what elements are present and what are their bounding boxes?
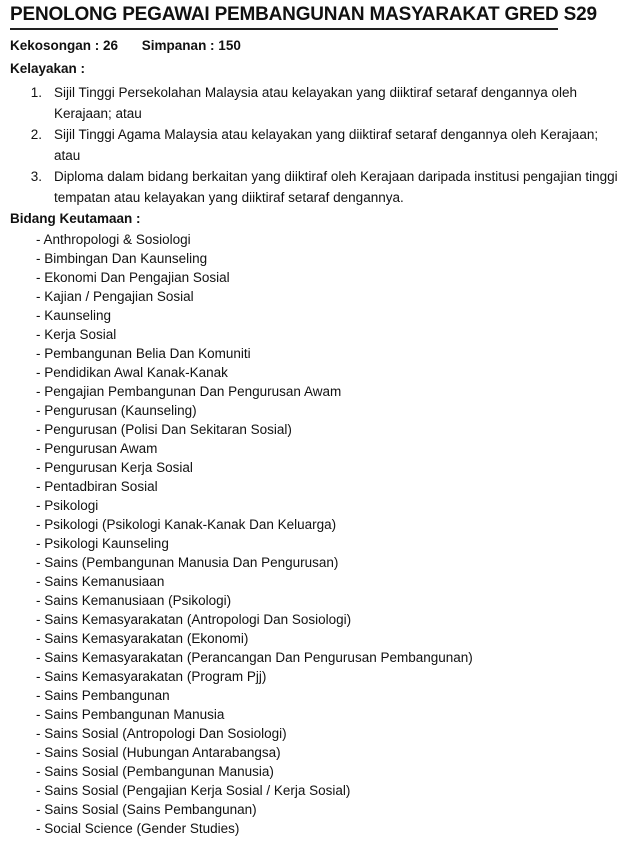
priority-area-item: - Pengurusan Awam [36,441,158,456]
priority-area-item: - Sains Sosial (Hubungan Antarabangsa) [36,745,281,760]
qualification-number: 3. [30,169,42,184]
priority-area-item: - Sains Pembangunan Manusia [36,707,225,722]
priority-area-item: - Psikologi [36,498,99,513]
priority-area-item: - Ekonomi Dan Pengajian Sosial [36,270,230,285]
priority-area-item: - Psikologi (Psikologi Kanak-Kanak Dan Keluarga) [36,517,337,532]
priority-area-item: - Sains Pembangunan [36,688,170,703]
priority-area-item: - Sains Kemanusiaan (Psikologi) [36,593,232,608]
priority-area-item: - Pengurusan (Polisi Dan Sekitaran Sosial) [36,422,292,437]
qualification-number: 1. [30,85,42,100]
priority-area-item: - Sains Kemasyarakatan (Antropologi Dan Sosiologi) [36,612,352,627]
priority-area-item: - Pengurusan Kerja Sosial [36,460,193,475]
priority-area-item: - Social Science (Gender Studies) [36,821,240,836]
qualification-item [10,124,625,166]
priority-area-item: - Kajian / Pengajian Sosial [36,289,194,304]
qualification-text: Sijil Tinggi Agama Malaysia atau kelayakan yang diiktiraf setaraf dengannya oleh Kerajaan; atau [54,127,599,163]
priority-area-item: - Sains Sosial (Sains Pembangunan) [36,802,257,817]
qualifications-heading: Kelayakan : [10,61,86,76]
priority-area-item: - Kaunseling [36,308,112,323]
qualifications-list [10,82,625,208]
priority-area-item: - Sains Kemasyarakatan (Program Pjj) [36,669,267,684]
vacancy-stats [10,38,241,53]
priority-area-item: - Sains Kemasyarakatan (Ekonomi) [36,631,249,646]
vacancies-count: Kekosongan : 26 [10,38,119,53]
priority-area-item: - Anthropologi & Sosiologi [36,232,191,247]
priority-area-item: - Sains Kemasyarakatan (Perancangan Dan Pengurusan Pembangunan) [36,650,473,665]
title-underline [10,28,558,30]
qualification-text: Diploma dalam bidang berkaitan yang diiktiraf oleh Kerajaan daripada institusi pengajian tinggi tempatan atau kelayakan yang diiktiraf setaraf dengannya. [54,169,618,205]
priority-area-item: - Pendidikan Awal Kanak-Kanak [36,365,228,380]
priority-area-item: - Pembangunan Belia Dan Komuniti [36,346,251,361]
priority-area-item: - Sains (Pembangunan Manusia Dan Pengurusan) [36,555,339,570]
priority-areas-list [36,230,473,838]
priority-area-item: - Pengajian Pembangunan Dan Pengurusan Awam [36,384,342,399]
priority-area-item: - Sains Sosial (Pengajian Kerja Sosial / Kerja Sosial) [36,783,351,798]
qualification-number: 2. [30,127,42,142]
priority-area-item: - Bimbingan Dan Kaunseling [36,251,208,266]
page-title: PENOLONG PEGAWAI PEMBANGUNAN MASYARAKAT GRED S29 [10,4,597,25]
priority-area-item: - Sains Sosial (Antropologi Dan Sosiologi) [36,726,287,741]
priority-area-item: - Psikologi Kaunseling [36,536,169,551]
priority-area-item: - Kerja Sosial [36,327,117,342]
qualification-item [10,166,625,208]
qualification-text: Sijil Tinggi Persekolahan Malaysia atau kelayakan yang diiktiraf setaraf dengannya oleh Kerajaan; atau [54,85,578,121]
priority-area-item: - Pentadbiran Sosial [36,479,158,494]
priority-areas-heading: Bidang Keutamaan : [10,211,141,226]
reserves-count: Simpanan : 150 [141,38,241,53]
priority-area-item: - Pengurusan (Kaunseling) [36,403,197,418]
priority-area-item: - Sains Sosial (Pembangunan Manusia) [36,764,274,779]
priority-area-item: - Sains Kemanusiaan [36,574,165,589]
qualification-item [10,82,625,124]
